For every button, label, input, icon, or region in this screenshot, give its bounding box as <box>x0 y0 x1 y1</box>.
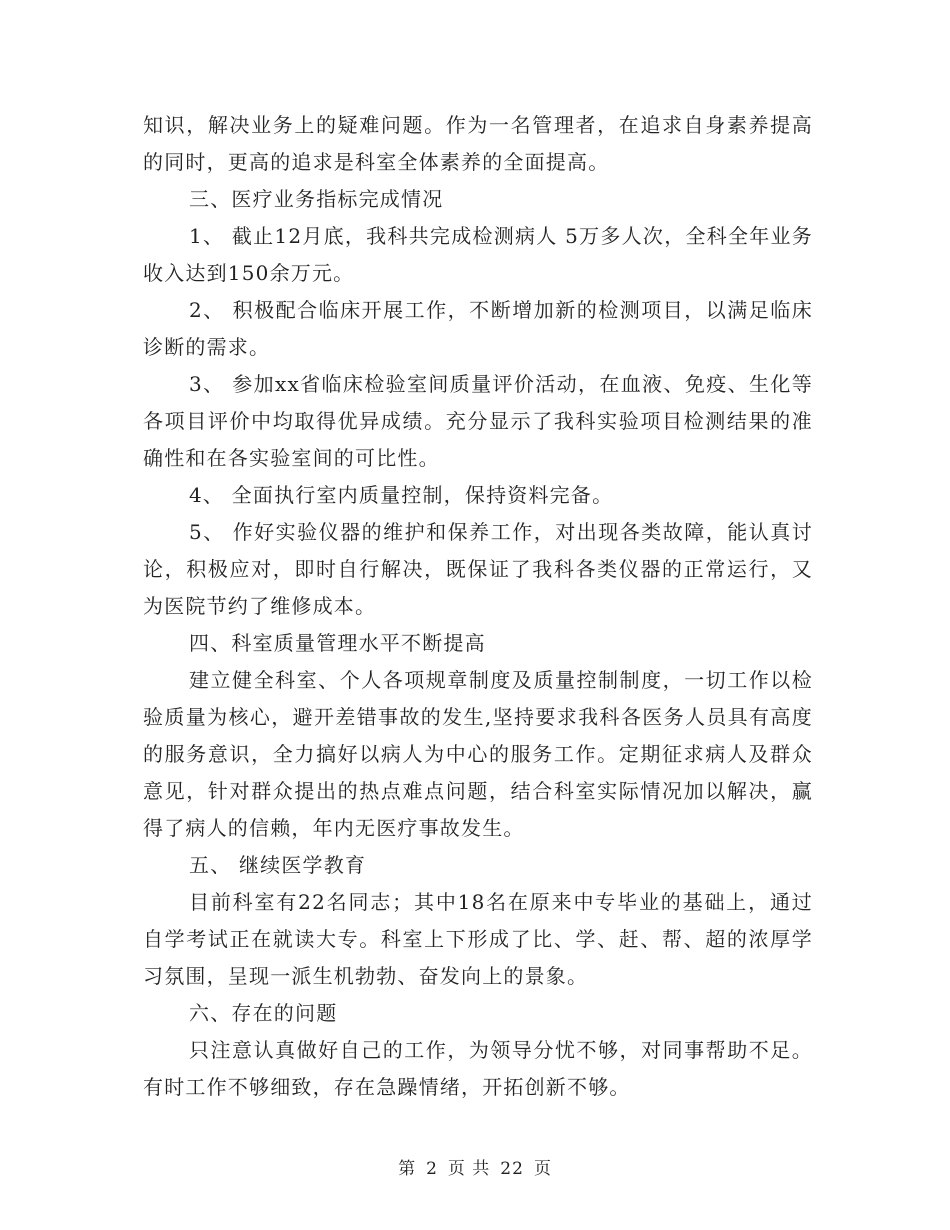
section-heading-3: 三、医疗业务指标完成情况 <box>189 187 444 211</box>
list-item-3: 3、 参加xx省临床检验室间质量评价活动，在血液、免疫、生化等各项目评价中均取得优异成绩。充分显示了我科实验项目检测结果的准确性和在各实验室间的可比性。 <box>143 372 813 470</box>
list-item-5: 5、 作好实验仪器的维护和保养工作，对出现各类故障，能认真讨论，积极应对，即时自行解决，既保证了我科各类仪器的正常运行，又为医院节约了维修成本。 <box>143 520 813 618</box>
section-heading-6: 六、存在的问题 <box>189 1001 338 1025</box>
list-item-4: 4、 全面执行室内质量控制，保持资料完备。 <box>189 483 614 507</box>
document-body <box>143 107 813 1106</box>
footer-current-page: 2 <box>426 1159 438 1179</box>
paragraph-continuation: 知识，解决业务上的疑难问题。作为一名管理者，在追求自身素养提高的同时，更高的追求是科室全体素养的全面提高。 <box>143 113 813 174</box>
footer-total-pages: 22 <box>500 1159 524 1179</box>
paragraph-quality: 建立健全科室、个人各项规章制度及质量控制制度，一切工作以检验质量为核心，避开差错事故的发生,坚持要求我科各医务人员具有高度的服务意识，全力搞好以病人为中心的服务工作。定期征求病人及群众意见，针对群众提出的热点难点问题，结合科室实际情况加以解决，赢得了病人的信赖，年内无医疗事故发生。 <box>143 668 813 840</box>
paragraph-problems: 只注意认真做好自己的工作，为领导分忧不够，对同事帮助不足。有时工作不够细致，存在急躁情绪，开拓创新不够。 <box>143 1038 813 1099</box>
section-heading-4: 四、科室质量管理水平不断提高 <box>189 631 486 655</box>
footer-middle: 页 共 <box>447 1159 491 1179</box>
paragraph-education: 目前科室有22名同志；其中18名在原来中专毕业的基础上，通过自学考试正在就读大专。科室上下形成了比、学、赶、帮、超的浓厚学习氛围，呈现一派生机勃勃、奋发向上的景象。 <box>143 890 813 988</box>
list-item-2: 2、 积极配合临床开展工作，不断增加新的检测项目，以满足临床诊断的需求。 <box>143 298 813 359</box>
page-footer <box>0 1154 950 1179</box>
footer-suffix: 页 <box>533 1159 552 1179</box>
section-heading-5: 五、 继续医学教育 <box>189 853 367 877</box>
list-item-1: 1、 截止12月底，我科共完成检测病人 5万多人次，全科全年业务收入达到150余万元。 <box>143 224 813 285</box>
footer-prefix: 第 <box>398 1159 417 1179</box>
